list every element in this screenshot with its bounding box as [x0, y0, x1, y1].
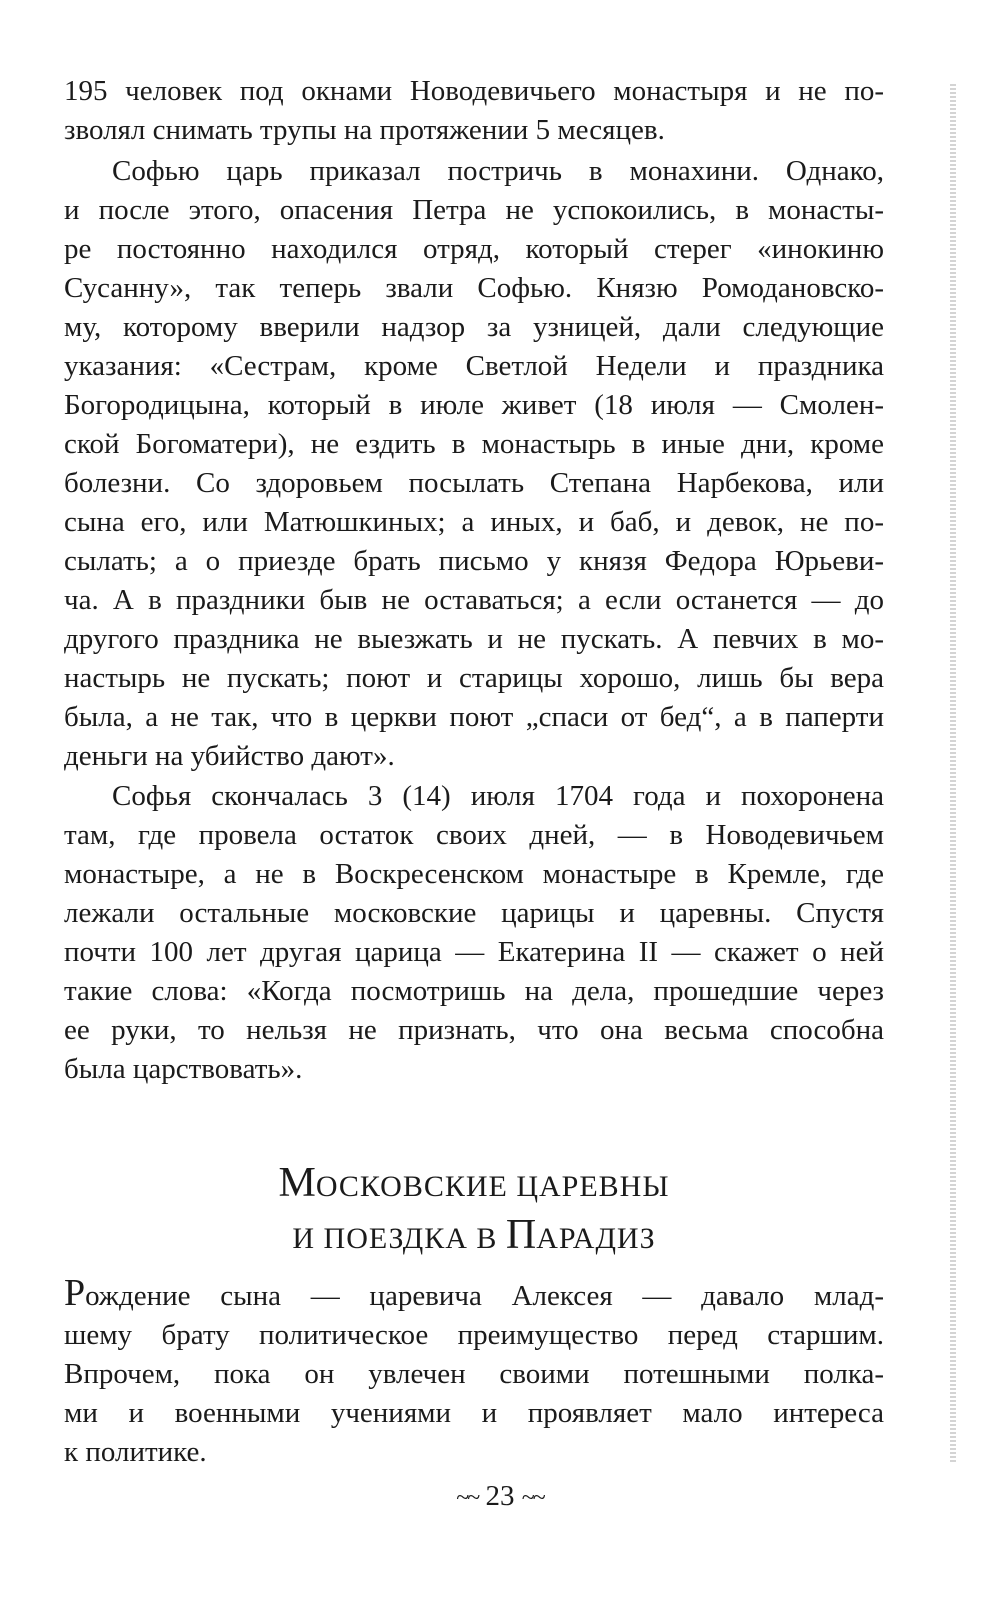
heading-line-1: [64, 1157, 884, 1209]
text-line: монастыре, а не в Воскресенском монастыре в Кремле, где: [64, 858, 884, 890]
heading-line-2: [64, 1209, 884, 1261]
paragraph-sofia-death: [64, 777, 884, 1089]
paragraph-continuation: [64, 72, 884, 150]
text-line: была царствовать».: [64, 1053, 303, 1085]
text-line: там, где провела остаток своих дней, — в Новодевичьем: [64, 819, 884, 851]
text-line: лежали остальные московские царицы и царевны. Спустя: [64, 897, 884, 929]
heading-text: И ПОЕЗДКА В: [292, 1222, 506, 1255]
text-line: ской Богоматери), не ездить в монастырь в иные дни, кроме: [64, 428, 884, 460]
text-line: му, которому вверили надзор за узницей, дали следующие: [64, 311, 884, 343]
text-line: ча. А в праздники быв не оставаться; а если останется — до: [64, 584, 884, 616]
text-line: Богородицына, который в июле живет (18 июля — Смолен-: [64, 389, 884, 421]
text-line: 195 человек под окнами Новодевичьего монастыря и не по-: [64, 75, 884, 107]
text-line: указания: «Сестрам, кроме Светлой Недели и праздника: [64, 350, 884, 382]
ornament-swash-right-icon: ~~: [521, 1484, 544, 1511]
text-line: другого праздника не выезжать и не пускать. А певчих в мо-: [64, 623, 884, 655]
text-line-rest: ождение сына — царевича Алексея — давало млад-: [85, 1280, 884, 1312]
text-line: болезни. Со здоровьем посылать Степана Нарбекова, или: [64, 467, 884, 499]
section-heading: [64, 1157, 884, 1261]
text-line: была, а не так, что в церкви поют „спаси от бед“, а в паперти: [64, 701, 884, 733]
text-line: такие слова: «Когда посмотришь на дела, прошедшие через: [64, 975, 884, 1007]
heading-text: АРАДИЗ: [536, 1222, 656, 1255]
drop-cap-initial: Р: [64, 1272, 86, 1314]
text-line: шему брату политическое преимущество перед старшим.: [64, 1319, 884, 1351]
text-line: Сусанну», так теперь звали Софью. Князю Ромодановско-: [64, 272, 884, 304]
paragraph-sofia-tonsure: [64, 152, 884, 776]
page-number: 23: [485, 1480, 515, 1512]
heading-text: ОСКОВСКИЕ ЦАРЕВНЫ: [315, 1170, 670, 1203]
page-footer: [0, 1480, 1000, 1513]
paragraph-alexei-birth: [64, 1272, 884, 1472]
text-line: [64, 1272, 884, 1316]
text-line: почти 100 лет другая царица — Екатерина II — скажет о ней: [64, 936, 884, 968]
page-edge-border: [950, 84, 956, 1462]
text-line: к политике.: [64, 1436, 207, 1468]
text-line: ее руки, то нельзя не признать, что она весьма способна: [64, 1014, 884, 1046]
text-line: ми и военными учениями и проявляет мало интереса: [64, 1397, 884, 1429]
text-line: настырь не пускать; поют и старицы хорошо, лишь бы вера: [64, 662, 884, 694]
ornament-swash-left-icon: ~~: [456, 1484, 479, 1511]
text-line: ре постоянно находился отряд, который стерег «инокиню: [64, 233, 884, 265]
heading-initial: П: [505, 1212, 537, 1258]
text-line: сылать; а о приезде брать письмо у князя Федора Юрьеви-: [64, 545, 884, 577]
heading-initial: М: [278, 1160, 316, 1206]
text-line: и после этого, опасения Петра не успокоились, в монасты-: [64, 194, 884, 226]
text-line: Впрочем, пока он увлечен своими потешными полка-: [64, 1358, 884, 1390]
text-line: деньги на убийство дают».: [64, 740, 395, 772]
text-line: Софью царь приказал постричь в монахини. Однако,: [112, 155, 884, 187]
text-line: зволял снимать трупы на протяжении 5 месяцев.: [64, 114, 665, 146]
text-line: сына его, или Матюшкиных; а иных, и баб, и девок, не по-: [64, 506, 884, 538]
text-line: Софья скончалась 3 (14) июля 1704 года и похоронена: [112, 780, 884, 812]
